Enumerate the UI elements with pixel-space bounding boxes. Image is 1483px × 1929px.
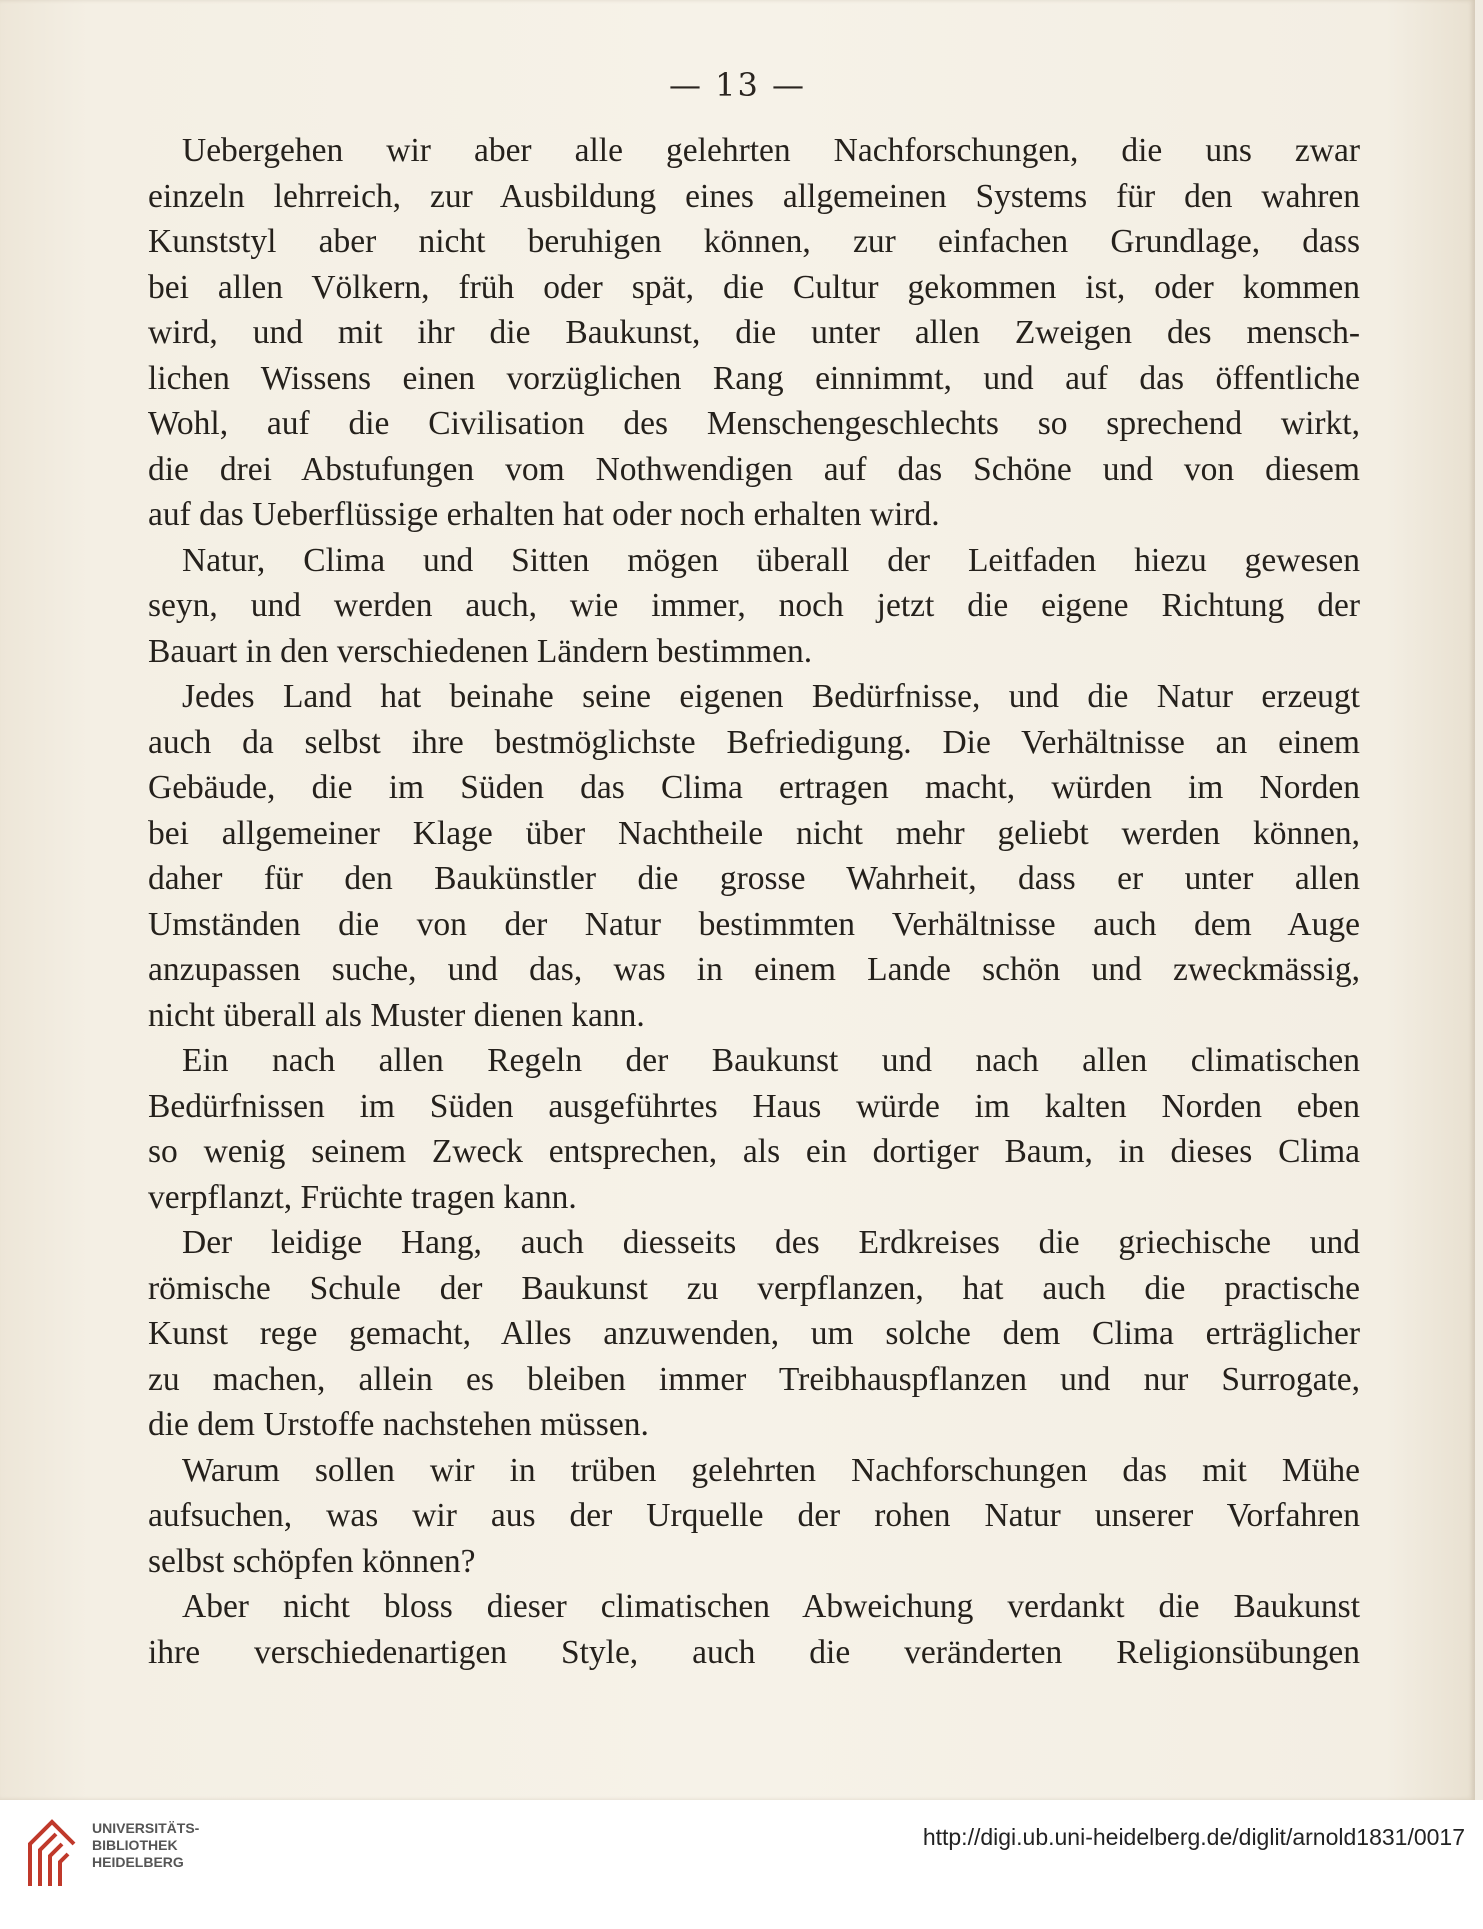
page-number: — 13 — xyxy=(668,66,807,104)
paragraph xyxy=(148,674,1360,1038)
text-line: Umständen die von der Natur bestimmten Verhältnisse auch dem Auge xyxy=(148,905,1360,943)
text-line: einzeln lehrreich, zur Ausbildung eines allgemeinen Systems für den wahren xyxy=(148,177,1360,215)
footer-bar xyxy=(0,1800,1483,1929)
text-line: aufsuchen, was wir aus der Urquelle der rohen Natur unserer Vorfahren xyxy=(148,1497,1360,1534)
text-line: so wenig seinem Zweck entsprechen, als ein dortiger Baum, in dieses Clima xyxy=(148,1133,1360,1170)
text-line: bei allgemeiner Klage über Nachtheile nicht mehr geliebt werden können, xyxy=(148,814,1360,852)
text-line: daher für den Baukünstler die grosse Wahrheit, dass er unter allen xyxy=(148,860,1360,897)
text-line: Wohl, auf die Civilisation des Menschengeschlechts so sprechend wirkt, xyxy=(148,405,1360,442)
paragraph xyxy=(148,128,1360,538)
institution-name xyxy=(92,1820,199,1871)
text-line: lichen Wissens einen vorzüglichen Rang einnimmt, und auf das öffentliche xyxy=(148,359,1360,397)
text-line: die dem Urstoffe nachstehen müssen. xyxy=(148,1406,649,1443)
text-line: Aber nicht bloss dieser climatischen Abweichung verdankt die Baukunst xyxy=(182,1588,1360,1625)
paragraph xyxy=(148,1448,1360,1585)
text-line: seyn, und werden auch, wie immer, noch jetzt die eigene Richtung der xyxy=(148,587,1360,624)
library-logo-icon xyxy=(22,1814,82,1894)
text-line: Ein nach allen Regeln der Baukunst und nach allen climatischen xyxy=(182,1042,1360,1079)
institution-line-1: UNIVERSITÄTS- xyxy=(92,1820,200,1836)
paragraph xyxy=(148,538,1360,675)
text-line: nicht überall als Muster dienen kann. xyxy=(148,996,645,1034)
text-line: ihre verschiedenartigen Style, auch die veränderten Religionsübungen xyxy=(148,1633,1360,1671)
paragraph xyxy=(148,1038,1360,1220)
text-line: Uebergehen wir aber alle gelehrten Nachforschungen, die uns zwar xyxy=(182,132,1360,169)
text-line: Bauart in den verschiedenen Ländern bestimmen. xyxy=(148,632,813,670)
text-line: anzupassen suche, und das, was in einem Lande schön und zweckmässig, xyxy=(148,951,1360,988)
paragraph xyxy=(148,1584,1360,1675)
text-line: die drei Abstufungen vom Nothwendigen auf das Schöne und von diesem xyxy=(148,450,1360,488)
text-line: bei allen Völkern, früh oder spät, die Cultur gekommen ist, oder kommen xyxy=(148,268,1360,306)
text-line: auf das Ueberflüssige erhalten hat oder noch erhalten wird. xyxy=(148,496,940,533)
paragraph xyxy=(148,1220,1360,1448)
institution-line-2: BIBLIOTHEK xyxy=(92,1837,178,1853)
body-text xyxy=(148,128,1360,1675)
text-line: wird, und mit ihr die Baukunst, die unter allen Zweigen des mensch- xyxy=(148,314,1360,351)
text-line: Kunststyl aber nicht beruhigen können, zur einfachen Grundlage, dass xyxy=(148,223,1360,260)
text-line: auch da selbst ihre bestmöglichste Befriedigung. Die Verhältnisse an einem xyxy=(148,723,1360,761)
text-line: zu machen, allein es bleiben immer Treibhauspflanzen und nur Surrogate, xyxy=(148,1360,1360,1398)
source-url[interactable]: http://digi.ub.uni-heidelberg.de/diglit/arnold1831/0017 xyxy=(922,1824,1465,1850)
text-line: Warum sollen wir in trüben gelehrten Nachforschungen das mit Mühe xyxy=(182,1451,1360,1489)
text-line: römische Schule der Baukunst zu verpflanzen, hat auch die practische xyxy=(148,1269,1360,1307)
text-line: Jedes Land hat beinahe seine eigenen Bedürfnisse, und die Natur erzeugt xyxy=(182,678,1360,715)
text-line: Bedürfnissen im Süden ausgeführtes Haus würde im kalten Norden eben xyxy=(148,1087,1360,1125)
institution-line-3: HEIDELBERG xyxy=(92,1854,184,1870)
text-line: selbst schöpfen können? xyxy=(148,1542,476,1580)
text-line: Der leidige Hang, auch diesseits des Erdkreises die griechische und xyxy=(182,1224,1360,1261)
text-line: verpflanzt, Früchte tragen kann. xyxy=(148,1178,577,1216)
text-line: Natur, Clima und Sitten mögen überall der Leitfaden hiezu gewesen xyxy=(182,541,1360,579)
text-line: Kunst rege gemacht, Alles anzuwenden, um solche dem Clima erträglicher xyxy=(148,1315,1360,1352)
text-line: Gebäude, die im Süden das Clima ertragen macht, würden im Norden xyxy=(148,769,1360,806)
